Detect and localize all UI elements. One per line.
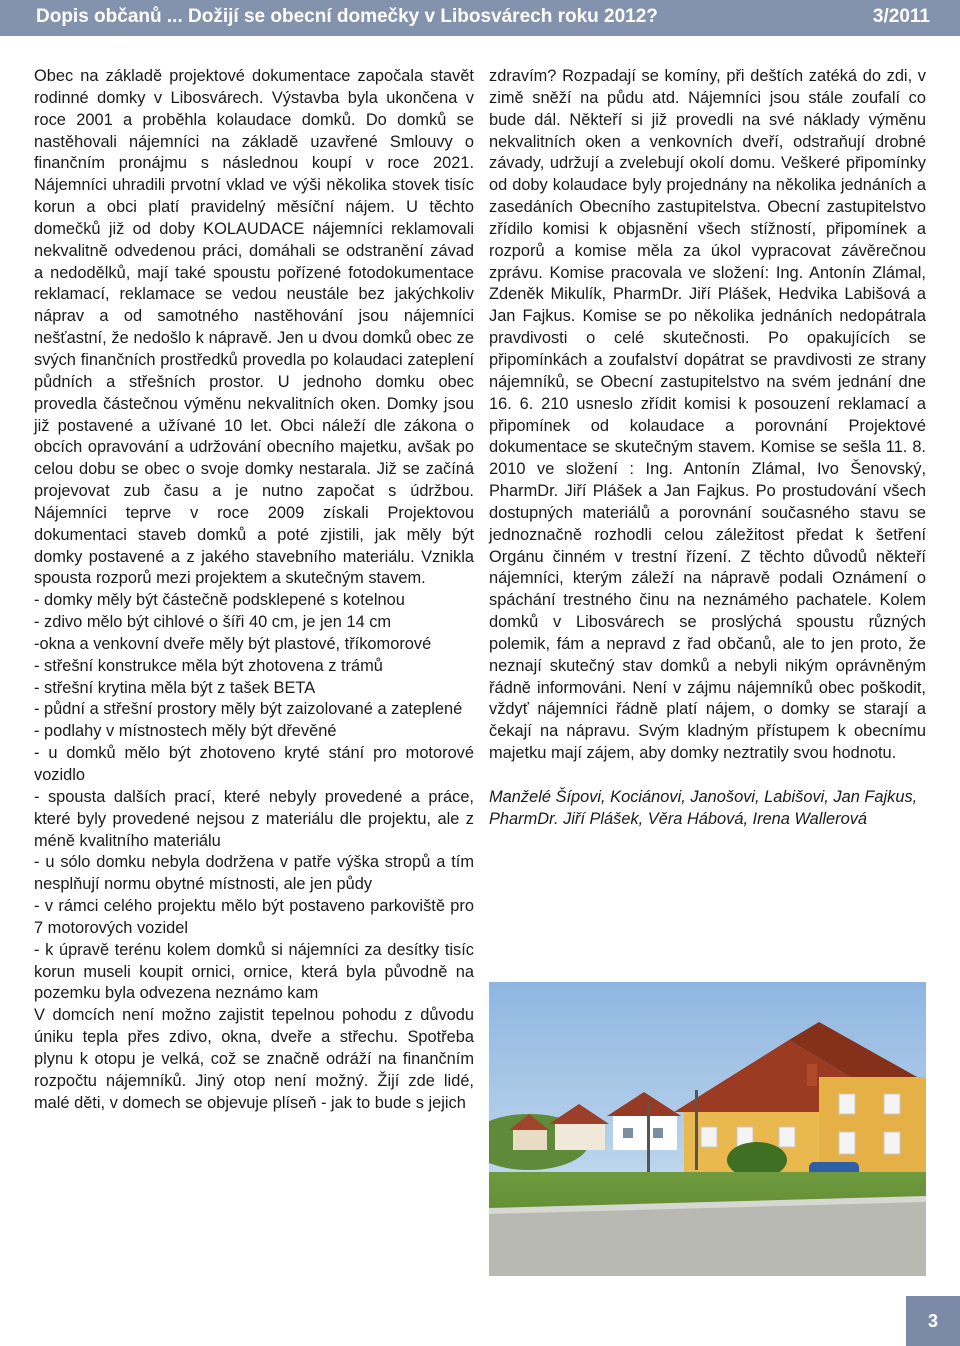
signature: Manželé Šípovi, Kociánovi, Janošovi, Labišovi, Jan Fajkus, PharmDr. Jiří Plášek, Věra Hábová, Irena Wallerová bbox=[489, 788, 918, 828]
issue-number: 3/2011 bbox=[872, 6, 930, 27]
houses-illustration bbox=[489, 982, 926, 1276]
list-item: - u domků mělo být zhotoveno kryté stání pro motorové vozidlo bbox=[34, 744, 474, 784]
left-column bbox=[34, 66, 474, 1115]
list-item: - střešní krytina měla být z tašek BETA bbox=[34, 678, 316, 697]
list-item: - k úpravě terénu kolem domků si nájemníci za desítky tisíc korun museli koupit ornici, ornice, která byla původně na pozemku byla odvezena neznámo kam bbox=[34, 940, 474, 1003]
list-item: - v rámci celého projektu mělo být postaveno parkoviště pro 7 motorových vozidel bbox=[34, 897, 474, 937]
list-item: - spousta dalších prací, které nebyly provedené a práce, které byly provedené nejsou z materiálu dle projektu, ale z méně kvalitního materiálu bbox=[34, 787, 474, 850]
houses-photo bbox=[489, 982, 926, 1276]
right-column bbox=[489, 66, 926, 831]
list-item: - podlahy v místnostech měly být dřevěné bbox=[34, 722, 337, 741]
closing-paragraph: V domcích není možno zajistit tepelnou pohodu z důvodu úniku tepla přes zdivo, okna, dveře a střechu. Spotřeba plynu k otopu je velká, což se značně odráží na finančním rozpočtu nájemníků. Jiný otop není možný. Žijí zde lidé, malé děti, v domech se objevuje plíseň - jak to bude s jejich bbox=[34, 1006, 474, 1112]
page-header bbox=[0, 0, 960, 36]
intro-paragraph: Obec na základě projektové dokumentace započala stavět rodinné domky v Libosvárech. Výstavba byla ukončena v roce 2001 a proběhla kolaudace domků. Do domků se nastěhovali nájemníci na základě uzavřené Smlouvy o finančním pronájmu s následnou koupí v roce 2021. Nájemníci uhradili prvotní vklad ve výši několika stovek tisíc korun a obci platí pravidelný měsíční nájem. U těchto domečků již od doby KOLAUDACE nájemníci reklamovali nekvalitně odvedenou práci, domáhali se odstranění závad a nedodělků, mají také spoustu pořízené fotodokumentace reklamací, reklamace se vedou neustále bez jakýchkoliv náprav a od samotného nastěhování jsou nájemníci nešťastní, že nedošlo k nápravě. Jen u dvou domků obec ze svých finančních prostředků provedla po kolaudaci zateplení půdních a střešních prostor. U jednoho domku obec provedla částečnou výměnu nekvalitních oken. Domky jsou již postavené a užívané 10 let. Obci náleží dle zákona o obcích opravování a udržování obecního majetku, avšak po celou dobu se obec o svoje domky nestarala. Již se začíná projevovat zub času a je nutno započat s údržbou. Nájemníci teprve v roce 2009 získali Projektovou dokumentaci staveb domků a poté zjistili, jak měly být domky postavené a z jakého stavebního materiálu. Vznikla spousta rozporů mezi projektem a skutečným stavem. bbox=[34, 67, 474, 588]
header-title: Dopis občanů ... Dožijí se obecní domečky v Libosvárech roku 2012? bbox=[36, 6, 658, 27]
list-item: - zdivo mělo být cihlové o šíři 40 cm, je jen 14 cm bbox=[34, 613, 392, 632]
list-item: - střešní konstrukce měla být zhotovena z trámů bbox=[34, 656, 383, 675]
page-number: 3 bbox=[927, 1310, 938, 1331]
body-paragraph: zdravím? Rozpadají se komíny, při deštích zatéká do zdi, v zimě sněží na půdu atd. Nájemníci jsou stále zoufalí co bude dál. Někteří si již provedli na své náklady výměnu nekvalitních oken a venkovních dveří, odstraňují drobné závady, udržují a zvelebují okolí domu. Veškeré připomínky od doby kolaudace byly projednány na několika jednáních a zasedáních Obecního zastupitelstva. Obecní zastupitelstvo zřídilo komisi k objasnění všech stížností, připomínek a rozporů a komise měla za úkol vypracovat závěrečnou zprávu. Komise pracovala ve složení: Ing. Antonín Zlámal, Zdeněk Mikulík, PharmDr. Jiří Plášek, Hedvika Labišová a Jan Fajkus. Komise se po několika jednáních nedopátrala pravdivosti o celé skutečnosti. Po opakujících se připomínkách a zoufalství dopátrat se pravdivosti ze strany nájemníků, se Obecní zastupitelstvo na svém jednání dne 16. 6. 210 usneslo zřídit komisi k posouzení reklamací a připomínek od kolaudace a porovnání Projektové dokumentace se skutečným stavem. Komise se sešla 11. 8. 2010 ve složení : Ing. Antonín Zlámal, Ivo Šenovský, PharmDr. Jiří Plášek a Jan Fajkus. Po prostudování všech dostupných materiálů a porovnání současného stavu se jednoznačně rozhodli celou záležitost předat k šetření Orgánu činném v trestní řízení. Z těchto důvodů někteří nájemníci, kterým záleží na nápravě podali Oznámení o spáchání trestného činu na neznámého pachatele. Kolem domků v Libosvárech se proslýchá spoustu různých polemik, fám a nepravd z řad občanů, ale to jen proto, že neznají skutečný stav domků a nebyli nikým oprávněným řádně informováni. Není v zájmu nájemníků obec poškodit, vždyť nájemníci řádně platí nájem, o domky se starají a čekají na nápravu. Svým kladným přístupem k obecnímu majetku mají zájem, aby domky neztratily svou hodnotu. bbox=[489, 67, 926, 763]
list-item: - půdní a střešní prostory měly být zaizolované a zateplené bbox=[34, 700, 463, 719]
list-item: - u sólo domku nebyla dodržena v patře výška stropů a tím nesplňují normu obytné místnosti, ale jen půdy bbox=[34, 853, 474, 894]
list-item: - domky měly být částečně podsklepené s kotelnou bbox=[34, 591, 405, 610]
list-item: -okna a venkovní dveře měly být plastové, tříkomorové bbox=[34, 634, 432, 653]
page-number-badge bbox=[906, 1296, 960, 1346]
